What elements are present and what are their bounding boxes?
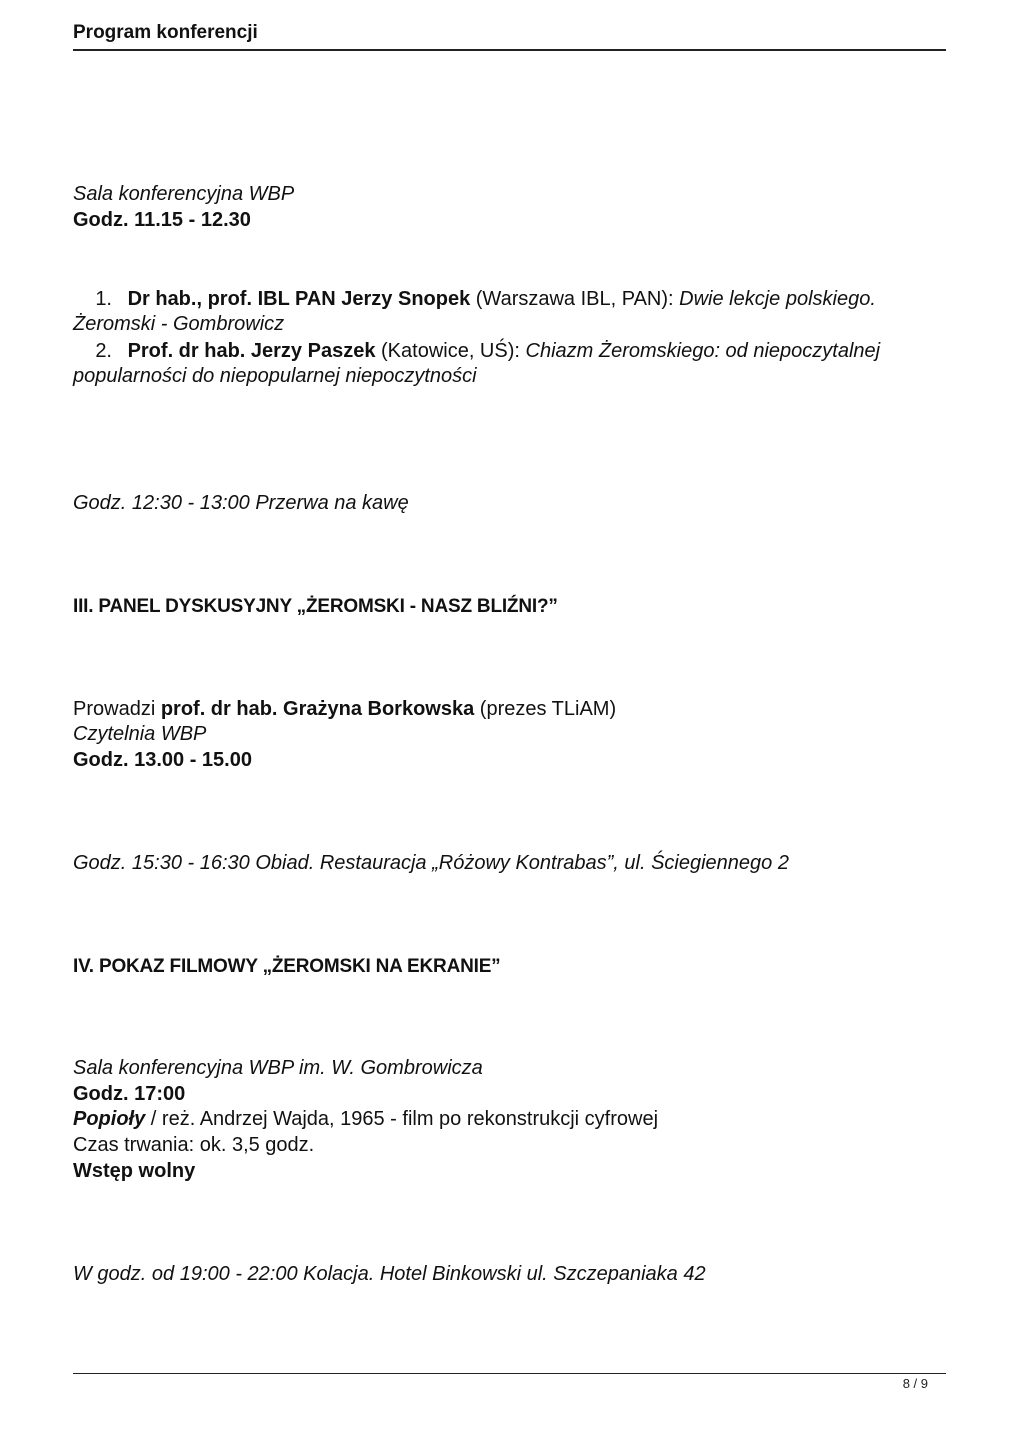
talk-title-continuation: popularności do niepopularnej niepoczytności xyxy=(73,365,477,387)
film-description xyxy=(73,1106,658,1132)
talk-title: Dwie lekcje polskiego. xyxy=(679,288,876,310)
talk-speaker: Prof. dr hab. Jerzy Paszek xyxy=(127,340,376,362)
panel-heading: III. PANEL DYSKUSYJNY „ŻEROMSKI - NASZ BLIŹNI?” xyxy=(73,596,558,617)
page-header-title: Program konferencji xyxy=(73,22,258,43)
film-title: Popioły xyxy=(73,1108,146,1130)
panel-moderator xyxy=(73,696,616,722)
moderator-prefix: Prowadzi xyxy=(73,698,161,720)
moderator-suffix: (prezes TLiAM) xyxy=(474,698,617,720)
talk-affiliation: (Katowice, UŚ): xyxy=(375,340,526,362)
film-venue: Sala konferencyjna WBP im. W. Gombrowicza xyxy=(73,1057,483,1079)
talk-title: Chiazm Żeromskiego: od niepoczytalnej xyxy=(525,340,881,362)
panel-time: Godz. 13.00 - 15.00 xyxy=(73,749,252,771)
film-entry: Wstęp wolny xyxy=(73,1160,196,1182)
footer-rule xyxy=(73,1373,946,1374)
coffee-break: Godz. 12:30 - 13:00 Przerwa na kawę xyxy=(73,492,409,514)
talk-title-continuation: Żeromski - Gombrowicz xyxy=(73,313,285,335)
talk-number: 1. xyxy=(95,288,112,310)
talk-item xyxy=(73,286,876,312)
film-duration: Czas trwania: ok. 3,5 godz. xyxy=(73,1134,315,1156)
moderator-name: prof. dr hab. Grażyna Borkowska xyxy=(160,698,475,720)
talk-affiliation: (Warszawa IBL, PAN): xyxy=(470,288,680,310)
film-details: / reż. Andrzej Wajda, 1965 - film po rekonstrukcji cyfrowej xyxy=(145,1108,659,1130)
talk-speaker: Dr hab., prof. IBL PAN Jerzy Snopek xyxy=(127,288,471,310)
session-time: Godz. 11.15 - 12.30 xyxy=(73,209,251,231)
talk-number: 2. xyxy=(95,340,112,362)
film-time: Godz. 17:00 xyxy=(73,1083,186,1105)
film-heading: IV. POKAZ FILMOWY „ŻEROMSKI NA EKRANIE” xyxy=(73,956,501,977)
dinner-info: W godz. od 19:00 - 22:00 Kolacja. Hotel Binkowski ul. Szczepaniaka 42 xyxy=(73,1263,706,1285)
session-venue: Sala konferencyjna WBP xyxy=(73,183,295,205)
page-number: 8 / 9 xyxy=(902,1376,928,1391)
lunch-info: Godz. 15:30 - 16:30 Obiad. Restauracja „Różowy Kontrabas”, ul. Ściegiennego 2 xyxy=(73,852,789,874)
panel-venue: Czytelnia WBP xyxy=(73,723,207,745)
talk-item xyxy=(73,338,880,364)
header-rule xyxy=(73,49,946,51)
